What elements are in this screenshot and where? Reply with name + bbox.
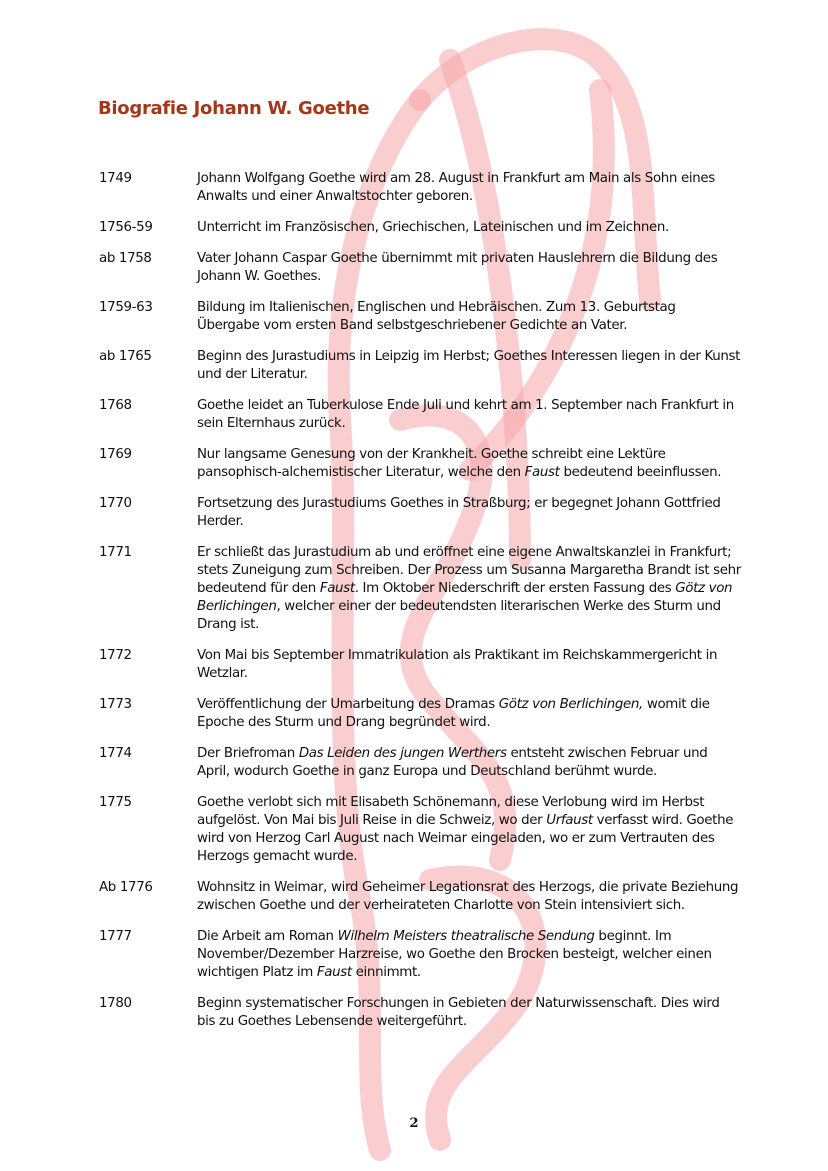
text-segment: Er schließt das Jurastudium ab und eröffnet eine eigene Anwaltskanzlei in Frankfurt; stets Zuneigung zum Schreiben. Der Prozess um Susanna Margaretha Brandt ist sehr bedeutend für den	[197, 545, 741, 596]
text-segment: womit die Epoche des Sturm und Drang begründet wird.	[197, 697, 710, 730]
entry-date: 1770	[99, 496, 132, 511]
entry-date: 1769	[99, 447, 132, 462]
timeline-entry	[99, 348, 741, 384]
entry-text	[197, 219, 741, 237]
page-title: Biografie Johann W. Goethe	[98, 98, 370, 119]
entry-date: 1774	[99, 746, 132, 761]
work-title: Faust	[319, 581, 355, 596]
entry-text	[197, 170, 741, 206]
entry-text	[197, 446, 741, 482]
entry-date: 1773	[99, 697, 132, 712]
text-segment: beginnt. Im November/Dezember Harzreise, wo Goethe den Brocken besteigt, welcher einen wichtigen Platz im	[197, 929, 712, 980]
work-title: Das Leiden des jungen Werthers	[298, 746, 507, 761]
text-segment: Nur langsame Genesung von der Krankheit. Goethe schreibt eine Lektüre pansophisch-alchemistischer Literatur, welche den	[197, 447, 666, 480]
text-segment: . Im Oktober Niederschrift der ersten Fassung des	[354, 581, 676, 596]
work-title: Götz von Berlichingen	[197, 581, 733, 614]
entry-date: 1780	[99, 996, 132, 1011]
text-segment: Goethe verlobt sich mit Elisabeth Schönemann, diese Verlobung wird im Herbst aufgelöst. Von Mai bis Juli Reise in die Schweiz, wo der	[197, 795, 705, 828]
text-segment: Beginn systematischer Forschungen in Gebieten der Naturwissenschaft. Dies wird bis zu Goethes Lebensende weitergeführt.	[197, 996, 720, 1029]
entry-date: 1771	[99, 545, 132, 560]
timeline-entry	[99, 446, 741, 482]
text-segment: Von Mai bis September Immatrikulation als Praktikant im Reichskammergericht in Wetzlar.	[197, 648, 718, 681]
timeline-entry	[99, 170, 741, 206]
text-segment: Goethe leidet an Tuberkulose Ende Juli und kehrt am 1. September nach Frankfurt in sein Elternhaus zurück.	[197, 398, 734, 431]
text-segment: Die Arbeit am Roman	[197, 929, 338, 944]
entry-date: Ab 1776	[99, 880, 153, 895]
entry-text	[197, 348, 741, 384]
entry-text	[197, 794, 741, 866]
entry-text	[197, 544, 741, 634]
timeline-entry	[99, 647, 741, 683]
timeline-entry	[99, 696, 741, 732]
timeline-entry	[99, 995, 741, 1031]
entry-text	[197, 299, 741, 335]
text-segment: Veröffentlichung der Umarbeitung des Dramas	[197, 697, 499, 712]
text-segment: Wohnsitz in Weimar, wird Geheimer Legationsrat des Herzogs, die private Beziehung zwischen Goethe und der verheirateten Charlotte von Stein intensiviert sich.	[197, 880, 739, 913]
text-segment: Unterricht im Französischen, Griechischen, Lateinischen und im Zeichnen.	[197, 220, 669, 235]
timeline-entry	[99, 544, 741, 634]
work-title: Faust	[524, 465, 560, 480]
work-title: Urfaust	[546, 813, 593, 828]
entry-date: 1759-63	[99, 300, 153, 315]
text-segment: Johann Wolfgang Goethe wird am 28. August in Frankfurt am Main als Sohn eines Anwalts und einer Anwaltstochter geboren.	[197, 171, 715, 204]
entry-text	[197, 250, 741, 286]
biography-timeline	[99, 170, 741, 1044]
text-segment: verfasst wird. Goethe wird von Herzog Carl August nach Weimar eingeladen, wo er zum Vertrauten des Herzogs gemacht wurde.	[197, 813, 734, 864]
timeline-entry	[99, 219, 741, 237]
entry-date: 1777	[99, 929, 132, 944]
entry-date: 1768	[99, 398, 132, 413]
entry-date: 1775	[99, 795, 132, 810]
entry-date: 1756-59	[99, 220, 153, 235]
text-segment: Bildung im Italienischen, Englischen und Hebräischen. Zum 13. Geburtstag Übergabe vom ersten Band selbstgeschriebener Gedichte an Vater.	[197, 300, 676, 333]
entry-date: 1749	[99, 171, 132, 186]
timeline-entry	[99, 794, 741, 866]
timeline-entry	[99, 928, 741, 982]
entry-text	[197, 397, 741, 433]
entry-text	[197, 647, 741, 683]
timeline-entry	[99, 879, 741, 915]
timeline-entry	[99, 299, 741, 335]
entry-text	[197, 745, 741, 781]
timeline-entry	[99, 250, 741, 286]
entry-text	[197, 495, 741, 531]
text-segment: bedeutend beeinflussen.	[559, 465, 722, 480]
text-segment: Beginn des Jurastudiums in Leipzig im Herbst; Goethes Interessen liegen in der Kunst und der Literatur.	[197, 349, 741, 382]
text-segment: Vater Johann Caspar Goethe übernimmt mit privaten Hauslehrern die Bildung des Johann W. Goethes.	[197, 251, 718, 284]
text-segment: entsteht zwischen Februar und April, wodurch Goethe in ganz Europa und Deutschland berühmt wurde.	[197, 746, 708, 779]
text-segment: Der Briefroman	[197, 746, 299, 761]
work-title: Wilhelm Meisters theatralische Sendung	[337, 929, 595, 944]
entry-text	[197, 879, 741, 915]
entry-date: ab 1765	[99, 349, 152, 364]
timeline-entry	[99, 745, 741, 781]
work-title: Götz von Berlichingen,	[498, 697, 643, 712]
entry-date: 1772	[99, 648, 132, 663]
timeline-entry	[99, 397, 741, 433]
entry-text	[197, 995, 741, 1031]
entry-text	[197, 928, 741, 982]
page-number: 2	[409, 1116, 419, 1131]
entry-text	[197, 696, 741, 732]
text-segment: , welcher einer der bedeutendsten literarischen Werke des Sturm und Drang ist.	[197, 599, 721, 632]
entry-date: ab 1758	[99, 251, 152, 266]
timeline-entry	[99, 495, 741, 531]
text-segment: Fortsetzung des Jurastudiums Goethes in Straßburg; er begegnet Johann Gottfried Herder.	[197, 496, 721, 529]
work-title: Faust	[316, 965, 352, 980]
text-segment: einnimmt.	[351, 965, 421, 980]
